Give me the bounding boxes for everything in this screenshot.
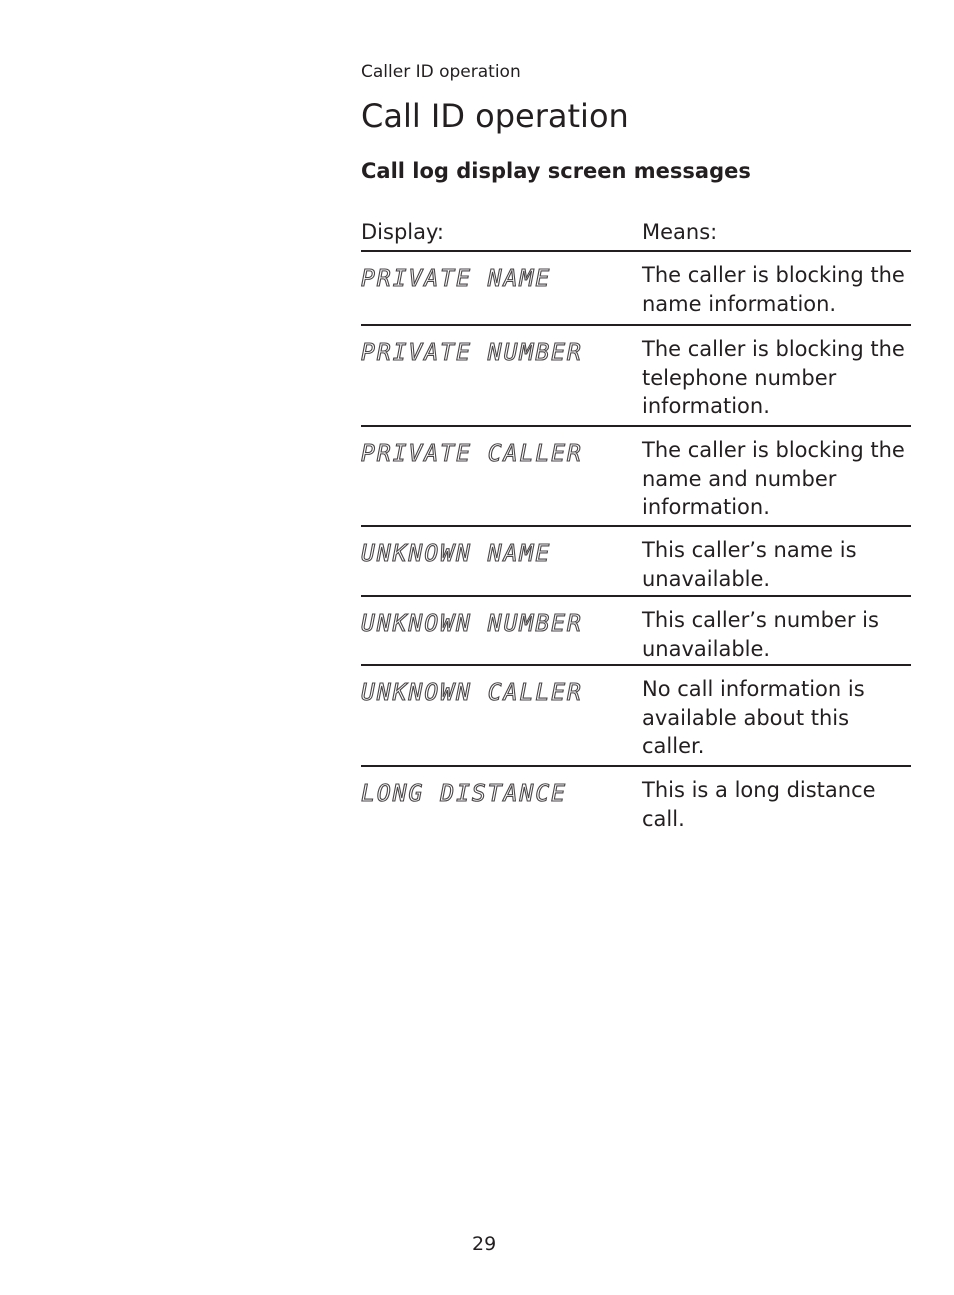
page-number: 29 [472,1233,497,1255]
meaning-text: This is a long distance call. [642,778,876,831]
meaning-text: The caller is blocking the name and number information. [642,438,905,519]
table-row [361,597,911,666]
table-row [361,252,911,326]
meaning-text: The caller is blocking the name information. [642,263,905,316]
table-row [361,527,911,597]
meaning-text: No call information is available about this caller. [642,677,865,758]
lcd-display-text: PRIVATE NAME [361,266,552,292]
table-row [361,326,911,427]
meaning-text: This caller’s number is unavailable. [642,608,879,661]
column-header-display: Display: [361,220,444,244]
table-row [361,666,911,767]
table-header-row [361,218,911,252]
messages-table [361,218,911,839]
column-header-means: Means: [642,220,718,244]
table-row [361,427,911,527]
lcd-display-text: UNKNOWN CALLER [361,680,583,706]
lcd-display-text: UNKNOWN NAME [361,541,552,567]
table-row [361,767,911,839]
meaning-text: This caller’s name is unavailable. [642,538,857,591]
meaning-text: The caller is blocking the telephone number information. [642,337,905,418]
lcd-display-text: LONG DISTANCE [361,781,568,807]
running-header: Caller ID operation [361,62,521,82]
lcd-display-text: PRIVATE CALLER [361,441,583,467]
lcd-display-text: UNKNOWN NUMBER [361,611,583,637]
lcd-display-text: PRIVATE NUMBER [361,340,583,366]
page-title: Call ID operation [361,97,629,135]
section-heading: Call log display screen messages [361,159,751,183]
